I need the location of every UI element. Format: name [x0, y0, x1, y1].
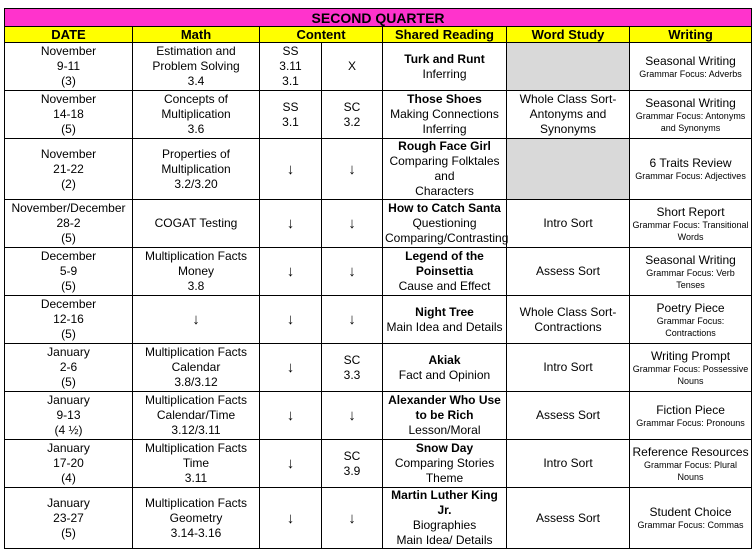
cell-line: 3.14-3.16 — [170, 525, 222, 540]
reading-title: Snow Day — [415, 441, 474, 455]
cell-line: Problem Solving — [152, 59, 240, 73]
cell-line: ↓ — [348, 407, 356, 424]
cell-line: Lesson/Moral — [408, 423, 481, 437]
word-study-cell — [507, 91, 630, 139]
word-study-cell — [507, 139, 630, 200]
math-cell — [133, 139, 260, 200]
cell-line: COGAT Testing — [154, 216, 238, 230]
writing-title: Fiction Piece — [656, 402, 725, 417]
cell-line: Multiplication Facts — [144, 249, 248, 263]
header-word-study: Word Study — [507, 27, 630, 43]
cell-line: Inferring — [422, 66, 467, 81]
cell-line: 17-20 — [53, 456, 84, 470]
writing-title: Student Choice — [649, 505, 732, 519]
writing-cell — [630, 200, 752, 248]
table-row — [5, 344, 752, 392]
cell-line: Main Idea/ Details — [396, 533, 493, 547]
cell-line: 3.2 — [343, 114, 361, 129]
cell-line: Whole Class Sort- — [519, 304, 617, 319]
cell-line: (4 ½) — [54, 423, 83, 437]
cell-line: Inferring — [422, 122, 467, 136]
cell-line: (5) — [61, 375, 76, 389]
shared-reading-cell — [383, 392, 507, 440]
cell-line: ↓ — [286, 359, 295, 376]
cell-line: Comparing Folktales and — [389, 154, 500, 183]
content-cell-2 — [322, 296, 383, 344]
writing-title: 6 Traits Review — [649, 156, 732, 170]
shared-reading-cell — [383, 248, 507, 296]
cell-line: Multiplication — [161, 107, 231, 121]
writing-title: Writing Prompt — [650, 348, 731, 363]
header-math: Math — [133, 27, 260, 43]
cell-line: 3.3 — [343, 367, 361, 382]
date-cell — [5, 200, 133, 248]
cell-line: Antonyms and — [529, 107, 607, 121]
content-cell-1 — [260, 91, 322, 139]
content-cell-1 — [260, 440, 322, 488]
content-cell-1 — [260, 248, 322, 296]
table-row — [5, 200, 752, 248]
cell-line: Intro Sort — [543, 360, 593, 374]
cell-line: 3.11 — [279, 59, 302, 73]
cell-line: Characters — [415, 184, 474, 198]
cell-line: ↓ — [348, 311, 356, 328]
header-date: DATE — [5, 27, 133, 43]
cell-line: 3.8 — [187, 279, 205, 293]
cell-line: (2) — [61, 176, 76, 191]
cell-line: November — [40, 146, 97, 161]
header-shared-reading: Shared Reading — [383, 27, 507, 43]
table-title: SECOND QUARTER — [5, 9, 752, 27]
table-body — [5, 43, 752, 549]
cell-line: Comparing Stories — [394, 456, 495, 470]
cell-line: ↓ — [286, 160, 295, 178]
date-cell — [5, 488, 133, 549]
reading-title: Those Shoes — [407, 92, 482, 106]
cell-line: 9-13 — [56, 408, 81, 422]
writing-cell — [630, 139, 752, 200]
date-cell — [5, 248, 133, 296]
grammar-focus: Grammar Focus: Verb Tenses — [646, 267, 735, 290]
table-row — [5, 488, 752, 549]
cell-line: January — [47, 441, 90, 455]
cell-line: Comparing/Contrasting — [385, 231, 509, 245]
cell-line: Synonyms — [539, 122, 597, 136]
cell-line: Multiplication — [161, 161, 231, 176]
writing-cell — [630, 91, 752, 139]
writing-cell — [630, 43, 752, 91]
cell-line: January — [47, 495, 90, 510]
cell-line: ↓ — [286, 407, 295, 424]
math-cell — [133, 440, 260, 488]
shared-reading-cell — [383, 91, 507, 139]
word-study-cell — [507, 296, 630, 344]
content-cell-2 — [322, 139, 383, 200]
cell-line: 12-16 — [53, 312, 84, 326]
reading-title: Night Tree — [415, 304, 474, 319]
grammar-focus: Grammar Focus: Possessive Nouns — [632, 363, 749, 386]
cell-line: November/December — [11, 201, 126, 215]
cell-line: 3.6 — [187, 122, 205, 136]
reading-title: How to Catch Santa — [388, 201, 501, 215]
content-cell-1 — [260, 43, 322, 91]
table-row — [5, 91, 752, 139]
cell-line: Assess Sort — [535, 510, 601, 525]
content-cell-2 — [322, 91, 383, 139]
cell-line: ↓ — [348, 509, 356, 527]
math-cell — [133, 392, 260, 440]
cell-line: 3.11 — [184, 471, 208, 485]
cell-line: 3.1 — [282, 114, 299, 129]
cell-line: X — [347, 59, 356, 73]
cell-line: 14-18 — [53, 107, 84, 121]
word-study-cell — [507, 488, 630, 549]
reading-title: Legend of the Poinsettia — [405, 249, 484, 278]
second-quarter-table — [4, 8, 752, 549]
header-writing: Writing — [630, 27, 752, 43]
content-cell-1 — [260, 488, 322, 549]
cell-line: ↓ — [286, 509, 295, 527]
cell-line: Concepts of — [163, 92, 229, 106]
cell-line: Money — [177, 264, 215, 278]
cell-line: 3.9 — [343, 463, 361, 478]
cell-line: 9-11 — [56, 59, 81, 73]
grammar-focus: Grammar Focus: Pronouns — [636, 417, 745, 428]
cell-line: Questioning — [412, 216, 477, 230]
content-cell-2 — [322, 344, 383, 392]
cell-line: 28-2 — [56, 216, 81, 230]
cell-line: 5-9 — [59, 264, 78, 278]
math-cell — [133, 296, 260, 344]
writing-title: Seasonal Writing — [645, 95, 736, 110]
date-cell — [5, 392, 133, 440]
grammar-focus: Grammar Focus: Contractions — [656, 315, 725, 338]
math-cell — [133, 200, 260, 248]
writing-title: Seasonal Writing — [645, 53, 736, 68]
cell-line: ↓ — [348, 160, 356, 178]
content-cell-1 — [260, 200, 322, 248]
cell-line: (5) — [61, 327, 76, 341]
table-row — [5, 392, 752, 440]
cell-line: November — [40, 92, 97, 106]
date-cell — [5, 43, 133, 91]
cell-line: SC — [343, 99, 361, 114]
cell-line: SC — [343, 448, 361, 463]
cell-line: Assess Sort — [535, 264, 601, 278]
cell-line: January — [47, 345, 90, 359]
cell-line: (5) — [61, 525, 76, 540]
cell-line: (5) — [61, 279, 76, 293]
quarter-plan-document — [4, 8, 752, 549]
content-cell-1 — [260, 296, 322, 344]
grammar-focus: Grammar Focus: Adjectives — [635, 171, 746, 181]
cell-line: Intro Sort — [543, 216, 593, 230]
cell-line: Estimation and — [156, 44, 236, 58]
cell-line: Biographies — [412, 518, 477, 532]
date-cell — [5, 91, 133, 139]
grammar-focus: Grammar Focus: Antonyms and Synonyms — [635, 110, 746, 133]
cell-line: Making Connections — [390, 107, 499, 121]
shared-reading-cell — [383, 43, 507, 91]
writing-title: Short Report — [656, 204, 725, 219]
cell-line: 21-22 — [53, 161, 84, 176]
reading-title: Martin Luther King Jr. — [391, 488, 498, 517]
writing-title: Poetry Piece — [656, 300, 725, 315]
cell-line: Properties of — [161, 146, 231, 161]
shared-reading-cell — [383, 344, 507, 392]
content-cell-2 — [322, 43, 383, 91]
word-study-cell — [507, 43, 630, 91]
cell-line: ↓ — [348, 215, 356, 232]
date-cell — [5, 296, 133, 344]
cell-line: November — [40, 44, 97, 58]
cell-line: Main Idea and Details — [386, 319, 503, 334]
cell-line: December — [40, 297, 97, 311]
math-cell — [133, 91, 260, 139]
cell-line: ↓ — [192, 311, 200, 328]
content-cell-2 — [322, 248, 383, 296]
math-cell — [133, 344, 260, 392]
writing-cell — [630, 344, 752, 392]
cell-line: ↓ — [286, 455, 295, 472]
reading-title: Turk and Runt — [404, 51, 485, 66]
cell-line: Calendar — [171, 360, 221, 374]
math-cell — [133, 43, 260, 91]
content-cell-2 — [322, 440, 383, 488]
reading-title: Rough Face Girl — [398, 139, 491, 153]
cell-line: Multiplication Facts — [144, 393, 248, 407]
grammar-focus: Grammar Focus: Transitional Words — [632, 219, 749, 242]
cell-line: Contractions — [534, 319, 602, 334]
date-cell — [5, 344, 133, 392]
cell-line: Fact and Opinion — [398, 367, 491, 382]
cell-line: 23-27 — [53, 510, 84, 525]
cell-line: 3.4 — [187, 74, 205, 88]
cell-line: ↓ — [286, 263, 295, 280]
reading-title: Akiak — [428, 352, 461, 367]
content-cell-2 — [322, 392, 383, 440]
table-row — [5, 248, 752, 296]
cell-line: Theme — [425, 471, 464, 485]
header-row — [5, 27, 752, 43]
writing-cell — [630, 488, 752, 549]
content-cell-1 — [260, 139, 322, 200]
content-cell-2 — [322, 200, 383, 248]
shared-reading-cell — [383, 440, 507, 488]
reading-title: Alexander Who Use to be Rich — [388, 393, 501, 422]
writing-cell — [630, 392, 752, 440]
header-content: Content — [260, 27, 383, 43]
writing-title: Reference Resources — [632, 444, 749, 459]
table-row — [5, 296, 752, 344]
cell-line: SS — [282, 44, 299, 58]
writing-title: Seasonal Writing — [645, 252, 736, 267]
date-cell — [5, 440, 133, 488]
math-cell — [133, 488, 260, 549]
shared-reading-cell — [383, 200, 507, 248]
table-row — [5, 440, 752, 488]
table-row — [5, 139, 752, 200]
grammar-focus: Grammar Focus: Plural Nouns — [644, 459, 738, 482]
cell-line: Calendar/Time — [156, 408, 236, 422]
cell-line: (4) — [61, 471, 76, 485]
shared-reading-cell — [383, 139, 507, 200]
shared-reading-cell — [383, 488, 507, 549]
date-cell — [5, 139, 133, 200]
content-cell-1 — [260, 344, 322, 392]
math-cell — [133, 248, 260, 296]
cell-line: December — [40, 249, 97, 263]
cell-line: (5) — [61, 231, 76, 245]
cell-line: 3.1 — [282, 74, 299, 88]
cell-line: (5) — [61, 122, 76, 136]
cell-line: ↓ — [286, 311, 295, 328]
cell-line: Multiplication Facts — [144, 441, 248, 455]
cell-line: Whole Class Sort- — [519, 92, 617, 106]
content-cell-1 — [260, 392, 322, 440]
cell-line: 2-6 — [59, 360, 78, 374]
cell-line: (3) — [61, 74, 76, 88]
writing-cell — [630, 296, 752, 344]
cell-line: 3.2/3.20 — [174, 176, 218, 191]
cell-line: SC — [343, 352, 361, 367]
cell-line: Cause and Effect — [398, 279, 491, 293]
writing-cell — [630, 248, 752, 296]
cell-line: ↓ — [286, 215, 295, 232]
grammar-focus: Grammar Focus: Commas — [637, 520, 744, 530]
cell-line: Intro Sort — [543, 456, 593, 470]
word-study-cell — [507, 200, 630, 248]
cell-line: 3.12/3.11 — [171, 423, 221, 437]
cell-line: Assess Sort — [535, 408, 601, 422]
word-study-cell — [507, 344, 630, 392]
cell-line: Time — [182, 456, 210, 470]
title-row — [5, 9, 752, 27]
cell-line: January — [47, 393, 90, 407]
cell-line: Multiplication Facts — [144, 345, 248, 359]
table-row — [5, 43, 752, 91]
cell-line: 3.8/3.12 — [174, 375, 218, 389]
word-study-cell — [507, 392, 630, 440]
cell-line: Geometry — [169, 510, 223, 525]
word-study-cell — [507, 248, 630, 296]
writing-cell — [630, 440, 752, 488]
cell-line: Multiplication Facts — [144, 495, 248, 510]
grammar-focus: Grammar Focus: Adverbs — [639, 68, 742, 79]
content-cell-2 — [322, 488, 383, 549]
cell-line: SS — [282, 99, 299, 114]
word-study-cell — [507, 440, 630, 488]
cell-line: ↓ — [348, 263, 356, 280]
shared-reading-cell — [383, 296, 507, 344]
